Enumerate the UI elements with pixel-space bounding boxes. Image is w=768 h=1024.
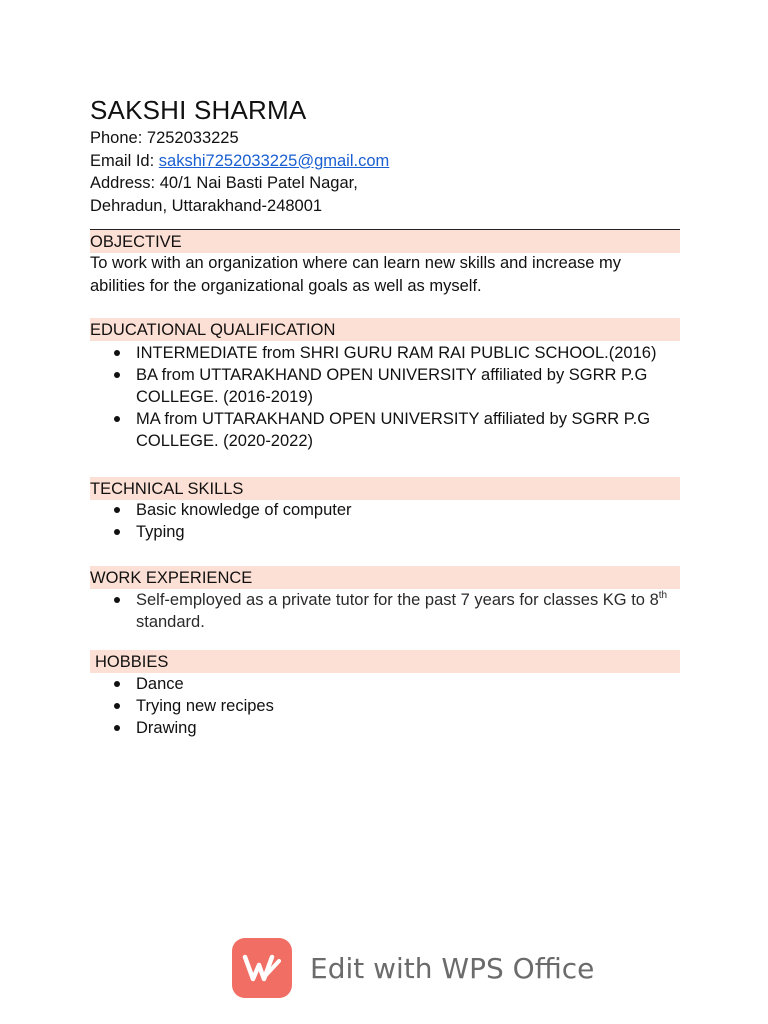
list-item: INTERMEDIATE from SHRI GURU RAM RAI PUBLIC SCHOOL.(2016) [90, 342, 680, 364]
list-item: Drawing [90, 717, 680, 739]
wps-watermark[interactable] [232, 936, 594, 1000]
education-heading: EDUCATIONAL QUALIFICATION [90, 318, 680, 341]
email-link[interactable]: sakshi7252033225@gmail.com [158, 151, 390, 170]
hobbies-heading: HOBBIES [90, 650, 680, 673]
phone-line: Phone: 7252033225 [90, 129, 239, 147]
skills-list [90, 499, 680, 543]
experience-heading: WORK EXPERIENCE [90, 566, 680, 589]
objective-heading: OBJECTIVE [90, 230, 680, 253]
objective-text: To work with an organization where can learn new skills and increase my abilities for the organizational goals as well as myself. [90, 254, 622, 295]
education-list [90, 342, 680, 452]
list-item: Dance [90, 673, 680, 695]
contact-block [90, 127, 389, 217]
skills-heading: TECHNICAL SKILLS [90, 477, 680, 500]
list-item: Typing [90, 521, 680, 543]
list-item: MA from UTTARAKHAND OPEN UNIVERSITY affiliated by SGRR P.G COLLEGE. (2020-2022) [90, 408, 680, 452]
list-item: Self-employed as a private tutor for the past 7 years for classes KG to 8th standard. [90, 589, 680, 633]
wps-logo-icon [232, 938, 292, 998]
hobbies-list [90, 673, 680, 739]
list-item: Basic knowledge of computer [90, 499, 680, 521]
phone-number: 7252033225 [146, 129, 239, 147]
address-line-2: Dehradun, Uttarakhand-248001 [90, 196, 323, 215]
list-item: BA from UTTARAKHAND OPEN UNIVERSITY affiliated by SGRR P.G COLLEGE. (2016-2019) [90, 364, 680, 408]
candidate-name: SAKSHI SHARMA [90, 95, 307, 125]
experience-list [90, 589, 680, 633]
address-line: Address: 40/1 Nai Basti Patel Nagar, [90, 174, 358, 192]
email-line: Email Id: sakshi7252033225@gmail.com [90, 151, 390, 170]
list-item: Trying new recipes [90, 695, 680, 717]
wps-edit-text: Edit with WPS Office [310, 951, 595, 985]
address-text: 40/1 Nai Basti Patel Nagar, [159, 174, 358, 192]
